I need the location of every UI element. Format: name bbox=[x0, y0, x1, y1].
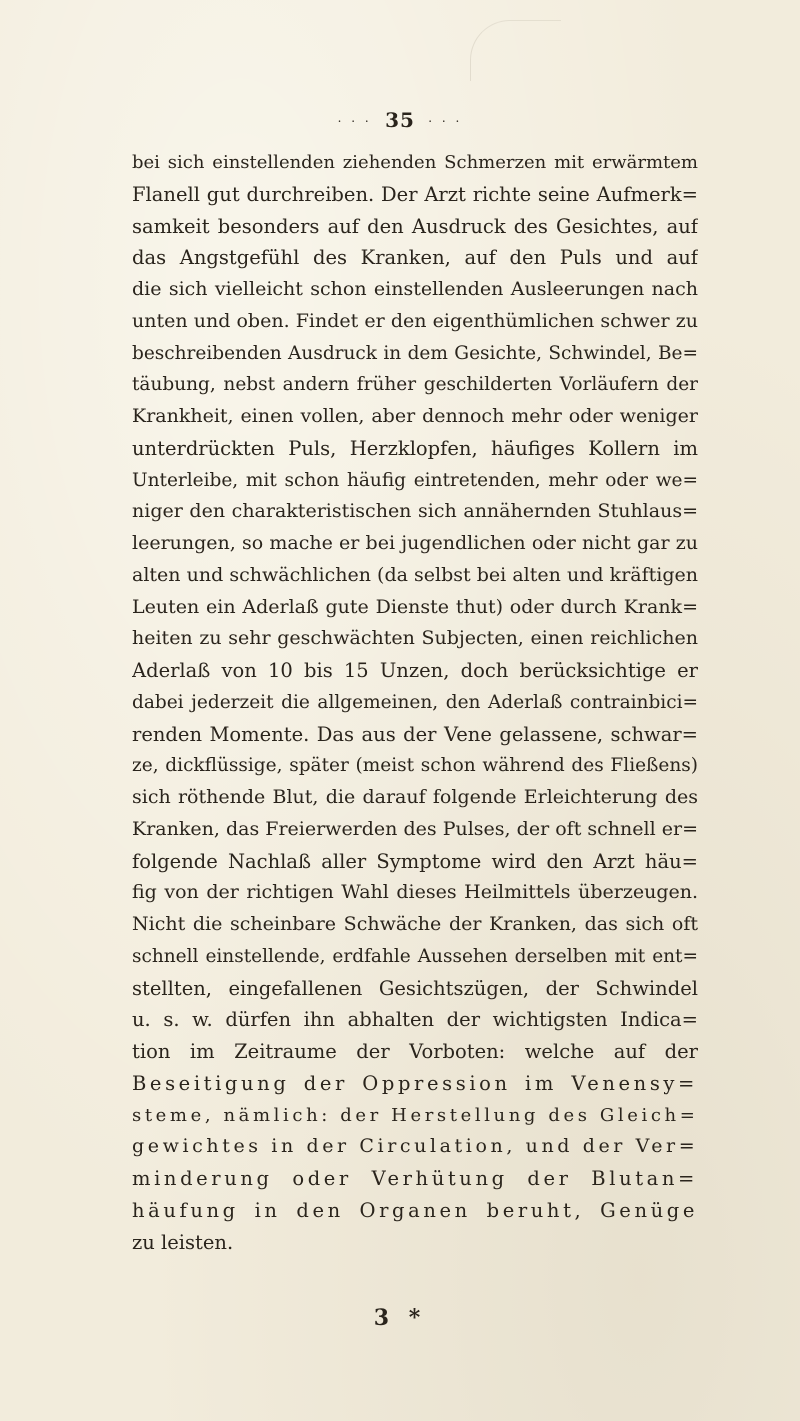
text-line: Kranken, das Freierwerden des Pulses, der oft schnell er= bbox=[132, 817, 698, 840]
text-line: unten und oben. Findet er den eigenthümlichen schwer zu bbox=[132, 309, 698, 332]
body-text bbox=[132, 147, 698, 1258]
page-number: 35 bbox=[385, 108, 415, 132]
text-line-final: zu leisten. bbox=[132, 1230, 234, 1254]
text-line: fig von der richtigen Wahl dieses Heilmittels überzeugen. bbox=[132, 881, 698, 904]
text-line: beschreibenden Ausdruck in dem Gesichte, Schwindel, Be= bbox=[132, 342, 698, 364]
text-line: samkeit besonders auf den Ausdruck des Gesichtes, auf bbox=[132, 214, 698, 238]
text-line: Flanell gut durchreiben. Der Arzt richte seine Aufmerk= bbox=[132, 182, 698, 206]
text-line: renden Momente. Das aus der Vene gelassene, schwar= bbox=[132, 722, 698, 746]
text-line: heiten zu sehr geschwächten Subjecten, einen reichlichen bbox=[132, 627, 698, 650]
text-line: Aderlaß von 10 bis 15 Unzen, doch berücksichtige er bbox=[132, 659, 698, 682]
emphasized-text-line: steme, nämlich: der Herstellung des Gleich= bbox=[132, 1104, 698, 1126]
text-line: schnell einstellende, erdfahle Aussehen derselben mit ent= bbox=[132, 945, 698, 967]
emphasized-text-line: Beseitigung der Oppression im Venensy= bbox=[132, 1071, 698, 1095]
text-line: bei sich einstellenden ziehenden Schmerzen mit erwärmtem bbox=[132, 152, 698, 173]
text-line: Nicht die scheinbare Schwäche der Kranken, das sich oft bbox=[132, 913, 698, 935]
text-line: niger den charakteristischen sich annähernden Stuhlaus= bbox=[132, 500, 698, 523]
text-line: täubung, nebst andern früher geschilderten Vorläufern der bbox=[132, 374, 698, 396]
text-line: Leuten ein Aderlaß gute Dienste thut) oder durch Krank= bbox=[132, 595, 698, 618]
signature-mark: 3 * bbox=[373, 1305, 427, 1331]
text-line: Krankheit, einen vollen, aber dennoch mehr oder weniger bbox=[132, 405, 698, 427]
text-line: Unterleibe, mit schon häufig eintretenden, mehr oder we= bbox=[132, 469, 698, 491]
header-ornament-left: · · · bbox=[337, 114, 372, 129]
text-line: stellten, eingefallenen Gesichtszügen, der Schwindel bbox=[132, 976, 698, 1000]
text-line: tion im Zeitraume der Vorboten: welche auf der bbox=[132, 1040, 698, 1063]
text-line: dabei jederzeit die allgemeinen, den Aderlaß contrainbici= bbox=[132, 691, 698, 713]
emphasized-text-line: gewichtes in der Circulation, und der Ver= bbox=[132, 1135, 698, 1158]
text-line: alten und schwächlichen (da selbst bei alten und kräftigen bbox=[132, 563, 698, 586]
header-ornament-right: · · · bbox=[428, 114, 463, 129]
text-line: sich röthende Blut, die darauf folgende Erleichterung des bbox=[132, 786, 698, 808]
text-line: das Angstgefühl des Kranken, auf den Puls und auf bbox=[132, 246, 698, 270]
emphasized-text-line: minderung oder Verhütung der Blutan= bbox=[132, 1167, 698, 1190]
text-line: unterdrückten Puls, Herzklopfen, häufiges Kollern im bbox=[132, 436, 698, 460]
text-line: folgende Nachlaß aller Symptome wird den Arzt häu= bbox=[132, 849, 698, 873]
text-line: ze, dickflüssige, später (meist schon während des Fließens) bbox=[132, 755, 698, 777]
text-line: u. s. w. dürfen ihn abhalten der wichtigsten Indica= bbox=[132, 1008, 698, 1032]
emphasized-text-line: häufung in den Organen beruht, Genüge bbox=[132, 1198, 698, 1222]
text-line: die sich vielleicht schon einstellenden Ausleerungen nach bbox=[132, 278, 698, 300]
show-through-mark bbox=[470, 20, 561, 81]
page-header bbox=[0, 108, 800, 132]
text-line: leerungen, so mache er bei jugendlichen oder nicht gar zu bbox=[132, 532, 698, 554]
